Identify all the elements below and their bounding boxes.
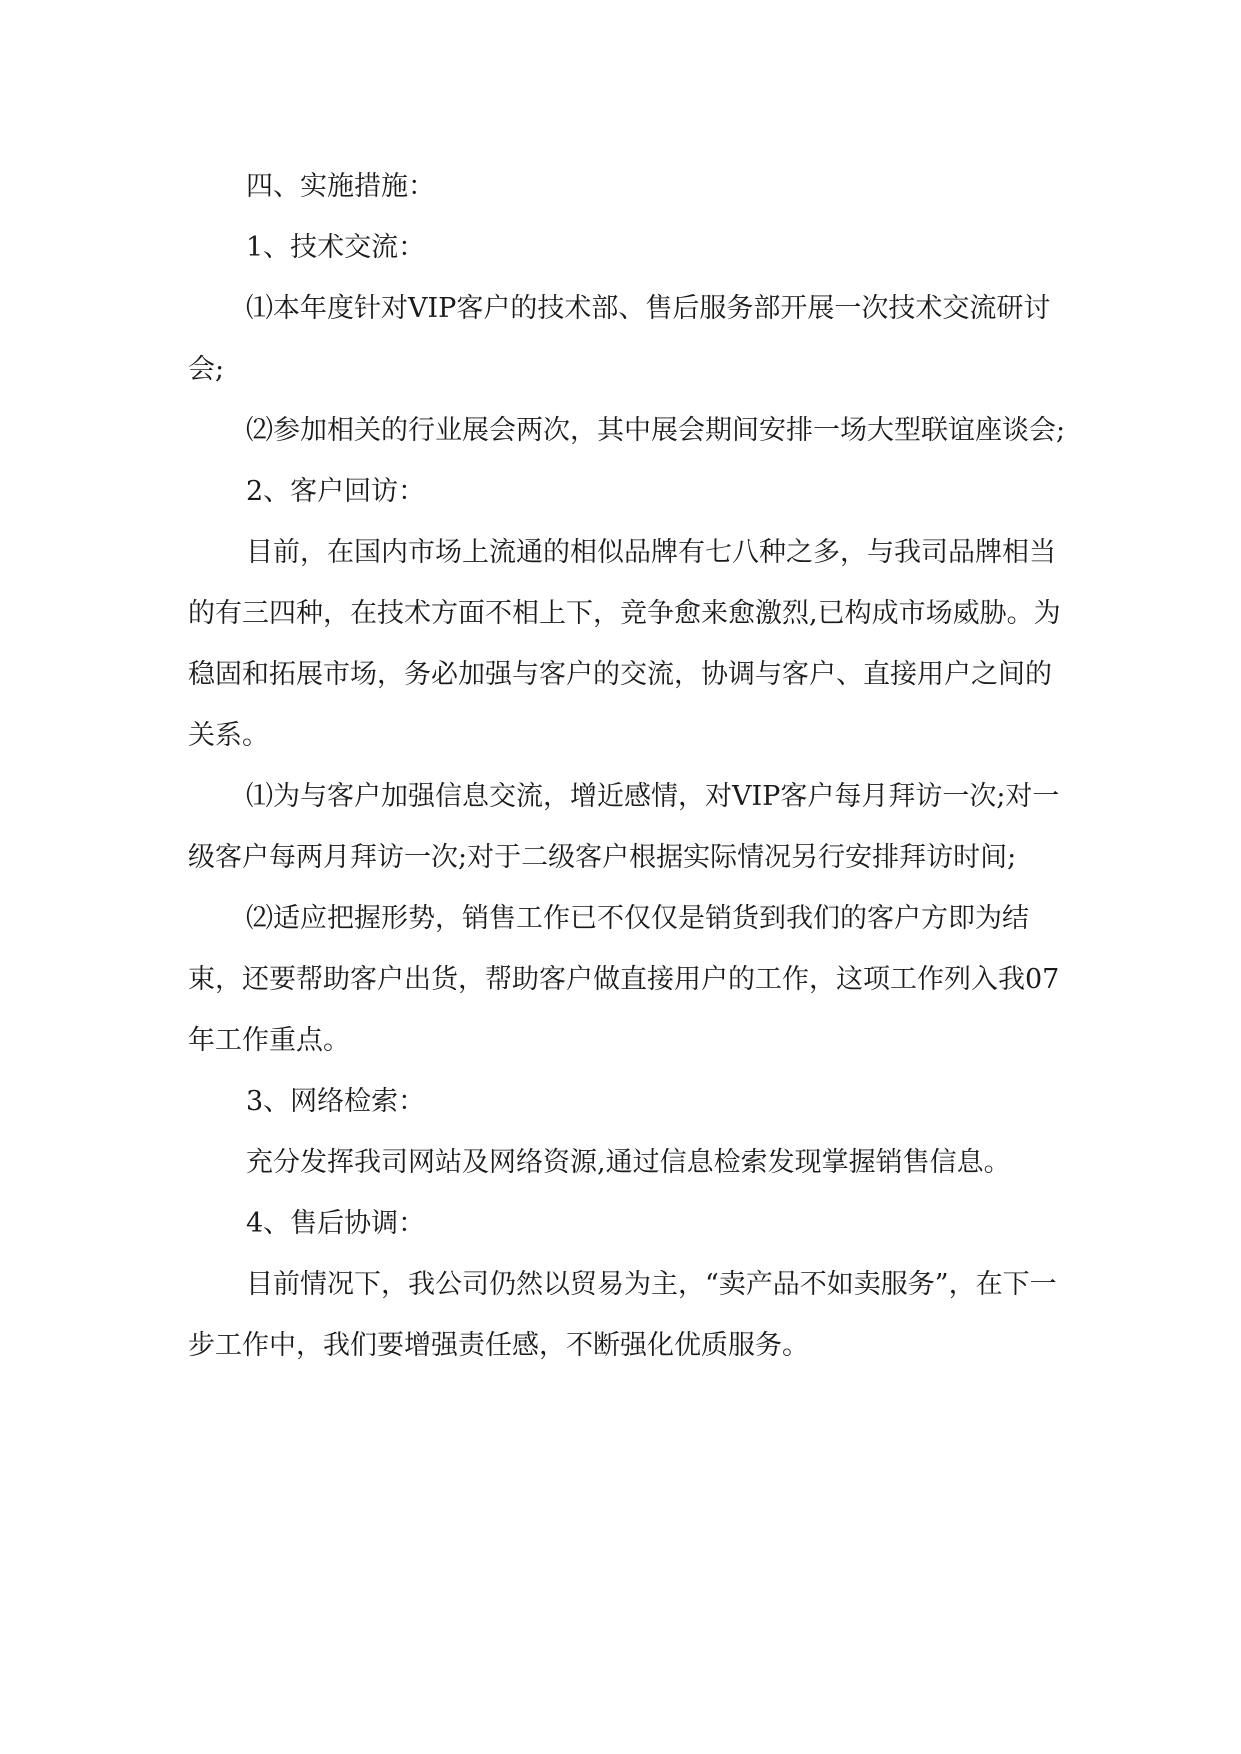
subheading-web-search: 3、网络检索：: [246, 1086, 426, 1117]
paragraph-tech-exchange-2: ⑵参加相关的行业展会两次，其中展会期间安排一场大型联谊座谈会;: [246, 415, 1066, 446]
paragraph-market-situation: 目前，在国内市场上流通的相似品牌有七八种之多，与我司品牌相当的有三四种，在技术方面不相上下，竞争愈来愈激烈,已构成市场威胁。为稳固和拓展市场，务必加强与客户的交流，协调与客户、直接用户之间的关系。: [188, 537, 1061, 751]
subheading-after-sales: 4、售后协调：: [246, 1208, 426, 1239]
paragraph-sales-work: ⑵适应把握形势，销售工作已不仅仅是销货到我们的客户方即为结束，还要帮助客户出货，帮助客户做直接用户的工作，这项工作列入我07年工作重点。: [188, 903, 1060, 1056]
document-body: [188, 156, 1068, 1376]
section-heading-implementation: 四、实施措施：: [246, 171, 435, 202]
paragraph-web-resources: 充分发挥我司网站及网络资源,通过信息检索发现掌握销售信息。: [246, 1147, 1011, 1178]
paragraph-service-focus: 目前情况下，我公司仍然以贸易为主，“卖产品不如卖服务”，在下一步工作中，我们要增强责任感，不断强化优质服务。: [188, 1269, 1057, 1361]
subheading-tech-exchange: 1、技术交流：: [246, 232, 426, 263]
paragraph-visit-schedule: ⑴为与客户加强信息交流，增近感情，对VIP客户每月拜访一次;对一级客户每两月拜访一次;对于二级客户根据实际情况另行安排拜访时间;: [188, 781, 1060, 873]
subheading-customer-visit: 2、客户回访：: [246, 476, 426, 507]
paragraph-tech-exchange-1: ⑴本年度针对VIP客户的技术部、售后服务部开展一次技术交流研讨会;: [188, 293, 1051, 385]
